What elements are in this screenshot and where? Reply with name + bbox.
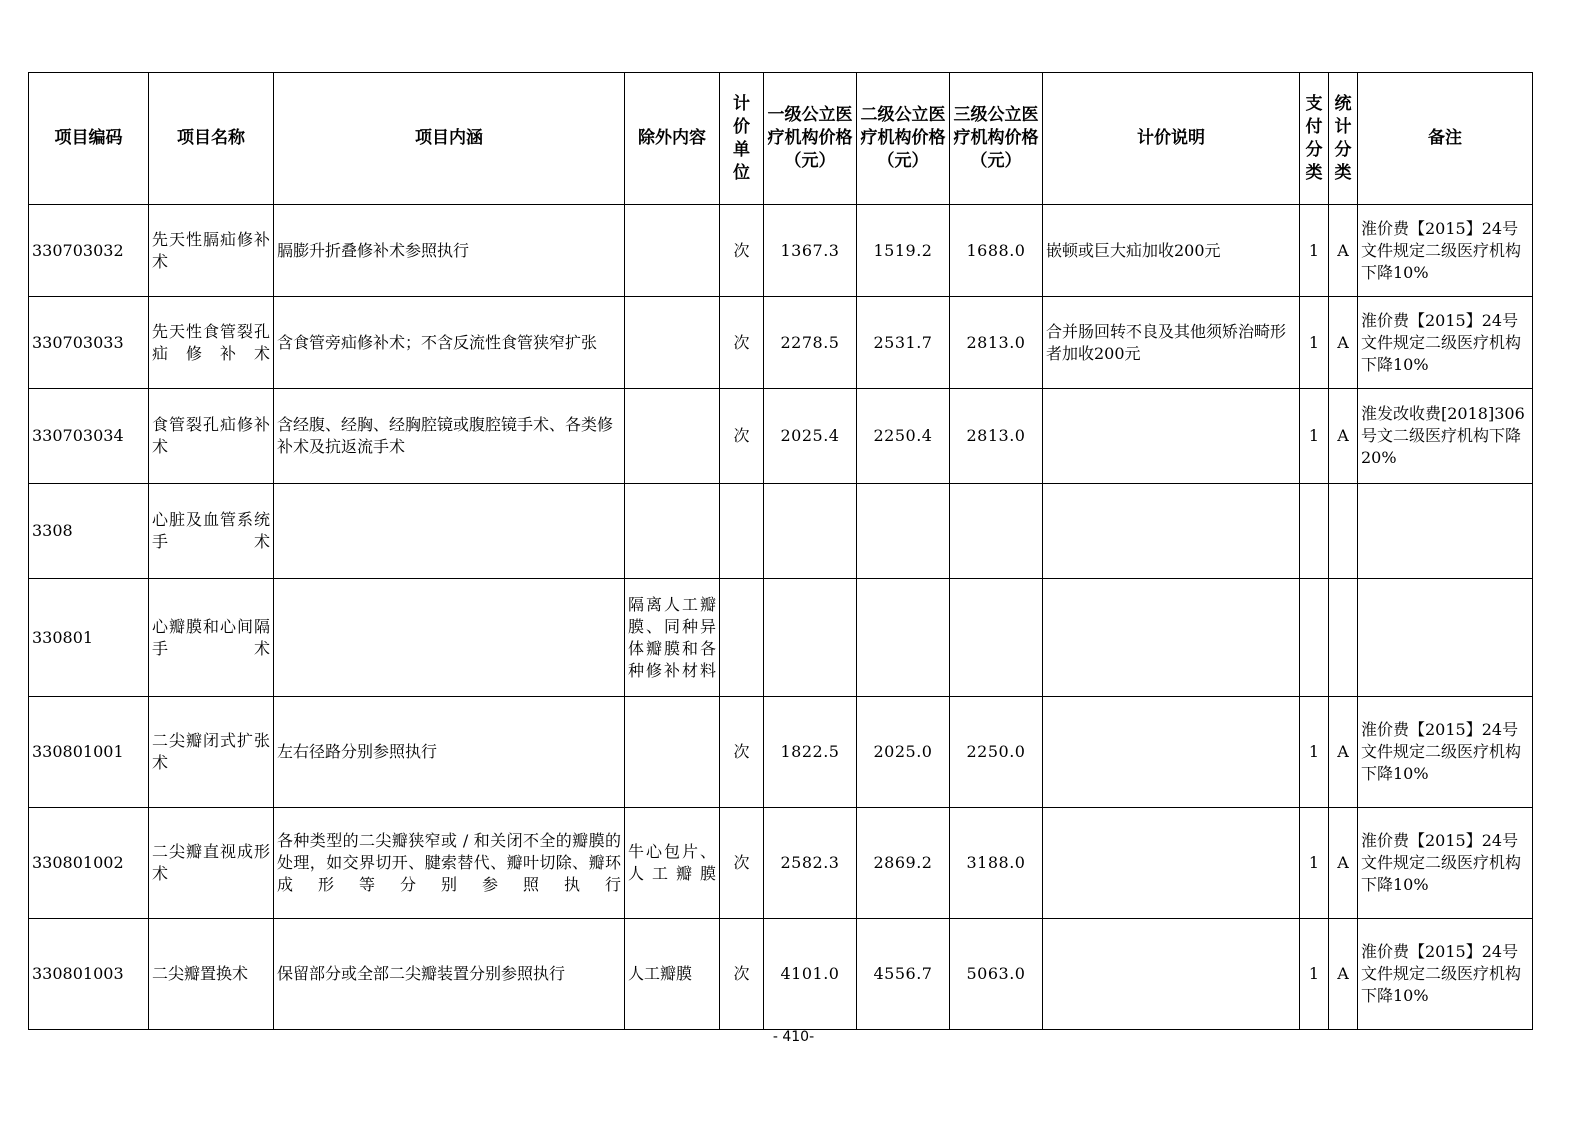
cell-unit: 次 (720, 297, 764, 389)
cell-level2-price: 2869.2 (857, 808, 950, 919)
cell-unit: 次 (720, 808, 764, 919)
cell-payment: 1 (1300, 389, 1329, 484)
cell-pricing-note: 合并肠回转不良及其他须矫治畸形者加收200元 (1043, 297, 1300, 389)
cell-excluded (625, 484, 720, 579)
header-payment-text: 支付分类 (1305, 93, 1323, 183)
cell-code: 330801003 (29, 919, 149, 1030)
cell-payment (1300, 579, 1329, 697)
cell-level2-price: 2025.0 (857, 697, 950, 808)
cell-excluded (625, 297, 720, 389)
header-unit (720, 73, 764, 205)
header-excluded: 除外内容 (625, 73, 720, 205)
cell-code: 330703034 (29, 389, 149, 484)
cell-code: 330703033 (29, 297, 149, 389)
cell-stat: A (1329, 389, 1358, 484)
header-stat (1329, 73, 1358, 205)
cell-name: 二尖瓣直视成形术 (149, 808, 274, 919)
cell-payment: 1 (1300, 808, 1329, 919)
cell-level2-price: 4556.7 (857, 919, 950, 1030)
cell-remark (1358, 579, 1533, 697)
cell-content: 含食管旁疝修补术；不含反流性食管狭窄扩张 (274, 297, 625, 389)
cell-pricing-note (1043, 484, 1300, 579)
header-level1-price: 一级公立医疗机构价格（元） (764, 73, 857, 205)
header-stat-text: 统计分类 (1334, 93, 1352, 183)
header-pricing-note: 计价说明 (1043, 73, 1300, 205)
table-row (29, 579, 1533, 697)
cell-content (274, 484, 625, 579)
cell-level3-price: 2813.0 (950, 389, 1043, 484)
table-row (29, 919, 1533, 1030)
cell-excluded: 隔离人工瓣膜、同种异体瓣膜和各种修补材料 (625, 579, 720, 697)
cell-stat: A (1329, 697, 1358, 808)
cell-pricing-note (1043, 697, 1300, 808)
cell-level3-price: 1688.0 (950, 205, 1043, 297)
cell-name: 食管裂孔疝修补术 (149, 389, 274, 484)
cell-code: 330703032 (29, 205, 149, 297)
cell-level3-price: 2813.0 (950, 297, 1043, 389)
cell-level3-price: 5063.0 (950, 919, 1043, 1030)
cell-code: 330801 (29, 579, 149, 697)
table-row (29, 389, 1533, 484)
cell-remark: 淮价费【2015】24号文件规定二级医疗机构下降10% (1358, 205, 1533, 297)
cell-payment: 1 (1300, 697, 1329, 808)
cell-stat: A (1329, 808, 1358, 919)
cell-level3-price: 2250.0 (950, 697, 1043, 808)
table-row (29, 205, 1533, 297)
cell-remark: 淮价费【2015】24号文件规定二级医疗机构下降10% (1358, 297, 1533, 389)
cell-level1-price: 2582.3 (764, 808, 857, 919)
header-remark: 备注 (1358, 73, 1533, 205)
cell-payment: 1 (1300, 919, 1329, 1030)
cell-level3-price (950, 484, 1043, 579)
cell-content: 保留部分或全部二尖瓣装置分别参照执行 (274, 919, 625, 1030)
header-row (29, 73, 1533, 205)
cell-content: 膈膨升折叠修补术参照执行 (274, 205, 625, 297)
header-level2-price: 二级公立医疗机构价格（元） (857, 73, 950, 205)
cell-remark: 淮价费【2015】24号文件规定二级医疗机构下降10% (1358, 808, 1533, 919)
cell-level2-price: 1519.2 (857, 205, 950, 297)
header-name: 项目名称 (149, 73, 274, 205)
cell-name: 二尖瓣置换术 (149, 919, 274, 1030)
cell-remark: 淮发改收费[2018]306号文二级医疗机构下降20% (1358, 389, 1533, 484)
cell-stat: A (1329, 205, 1358, 297)
cell-level1-price: 2278.5 (764, 297, 857, 389)
cell-payment: 1 (1300, 205, 1329, 297)
cell-stat (1329, 579, 1358, 697)
cell-level3-price (950, 579, 1043, 697)
cell-level1-price: 4101.0 (764, 919, 857, 1030)
table-row (29, 484, 1533, 579)
cell-excluded (625, 389, 720, 484)
cell-remark: 淮价费【2015】24号文件规定二级医疗机构下降10% (1358, 919, 1533, 1030)
cell-level2-price: 2531.7 (857, 297, 950, 389)
cell-content (274, 579, 625, 697)
cell-unit (720, 579, 764, 697)
cell-stat: A (1329, 919, 1358, 1030)
cell-remark: 淮价费【2015】24号文件规定二级医疗机构下降10% (1358, 697, 1533, 808)
cell-excluded: 人工瓣膜 (625, 919, 720, 1030)
cell-remark (1358, 484, 1533, 579)
page-number: - 410- (772, 1029, 815, 1045)
cell-pricing-note (1043, 919, 1300, 1030)
cell-name: 先天性膈疝修补术 (149, 205, 274, 297)
cell-payment (1300, 484, 1329, 579)
cell-unit: 次 (720, 919, 764, 1030)
cell-excluded: 牛心包片、人工瓣膜 (625, 808, 720, 919)
cell-level3-price: 3188.0 (950, 808, 1043, 919)
cell-name: 先天性食管裂孔疝修补术 (149, 297, 274, 389)
cell-unit: 次 (720, 205, 764, 297)
cell-stat: A (1329, 297, 1358, 389)
cell-level2-price: 2250.4 (857, 389, 950, 484)
cell-level2-price (857, 484, 950, 579)
cell-code: 330801002 (29, 808, 149, 919)
cell-level1-price (764, 484, 857, 579)
cell-content: 各种类型的二尖瓣狭窄或 / 和关闭不全的瓣膜的处理，如交界切开、腱索替代、瓣叶切除、瓣环成形等分别参照执行 (274, 808, 625, 919)
price-table (28, 72, 1533, 1030)
header-code: 项目编码 (29, 73, 149, 205)
price-table-container (28, 72, 1532, 1030)
cell-payment: 1 (1300, 297, 1329, 389)
cell-unit: 次 (720, 389, 764, 484)
header-level3-price: 三级公立医疗机构价格（元） (950, 73, 1043, 205)
cell-level2-price (857, 579, 950, 697)
header-payment (1300, 73, 1329, 205)
cell-content: 含经腹、经胸、经胸腔镜或腹腔镜手术、各类修补术及抗返流手术 (274, 389, 625, 484)
header-unit-text: 计价单位 (733, 93, 750, 183)
cell-pricing-note (1043, 808, 1300, 919)
cell-pricing-note (1043, 579, 1300, 697)
cell-unit (720, 484, 764, 579)
cell-code: 330801001 (29, 697, 149, 808)
cell-code: 3308 (29, 484, 149, 579)
header-content: 项目内涵 (274, 73, 625, 205)
table-row (29, 297, 1533, 389)
cell-unit: 次 (720, 697, 764, 808)
cell-name: 心瓣膜和心间隔手术 (149, 579, 274, 697)
cell-pricing-note: 嵌顿或巨大疝加收200元 (1043, 205, 1300, 297)
table-row (29, 808, 1533, 919)
cell-stat (1329, 484, 1358, 579)
cell-excluded (625, 205, 720, 297)
cell-level1-price: 2025.4 (764, 389, 857, 484)
cell-name: 心脏及血管系统手术 (149, 484, 274, 579)
cell-pricing-note (1043, 389, 1300, 484)
cell-level1-price: 1367.3 (764, 205, 857, 297)
cell-level1-price: 1822.5 (764, 697, 857, 808)
table-row (29, 697, 1533, 808)
cell-level1-price (764, 579, 857, 697)
cell-excluded (625, 697, 720, 808)
cell-name: 二尖瓣闭式扩张术 (149, 697, 274, 808)
cell-content: 左右径路分别参照执行 (274, 697, 625, 808)
